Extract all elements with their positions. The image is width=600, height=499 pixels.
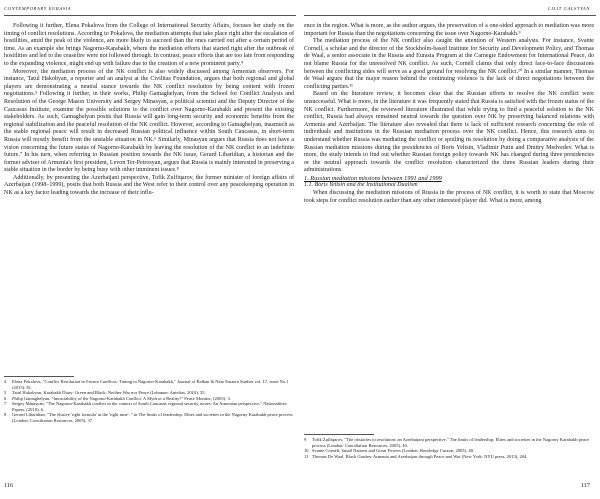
right-footnotes: [304, 437, 594, 459]
footnote-text: Svante Cornell, Small Nations and Great Powers (London: Routledge Curzon, 2005), 48.: [312, 448, 475, 453]
left-page-body: [4, 23, 294, 198]
subsection-heading: 1.1. Boris Yeltsin and the Institutional Dualism: [304, 182, 418, 189]
page-number-right: 117: [580, 482, 590, 489]
footnote-number: 10: [304, 448, 309, 453]
right-page-body: [304, 23, 594, 205]
body-paragraph: Additionally, by presenting the Azerbaijani perspective, Tofik Zulfiqarov, the former minister of foreign affairs of Azerbaijan (1998–1999), posits that both Russia and the West refer to their control over any peacekeeping operation in NK as a key factor leading towards the increase of their influ-: [4, 174, 294, 197]
header-rule-left: [4, 15, 296, 16]
footnote-number: 9: [304, 437, 307, 442]
left-footnotes: [4, 379, 294, 423]
footnote-rule-left: [4, 376, 74, 377]
footnote-number: 11: [304, 453, 309, 459]
body-paragraph: The mediation process of the NK conflict also caught the attention of Western analysts. For instance, Svante Cornell, a scholar and the director of the Stockholm-based Institute for Security and Development Policy, and Thomas de Waal, a senior associate in the Russia and Eurasia Program at the Carnegie Endowment for International Peace, do not blame Russia for the unresolved NK conflict. As such, Cornell claims that only direct face-to-face discussions between the conflicting sides will serve as a good ground for resolving the NK conflict.¹⁰ In a similar manner, Thomas de Waal argues that the major reason behind the continuing violence is the lack of direct negotiations between the conflicting parties.¹¹: [304, 38, 594, 90]
section-heading: [304, 175, 594, 183]
footnote: [4, 401, 294, 412]
running-header-left: CONTEMPORARY EURASIA: [4, 6, 72, 11]
footnote: [4, 379, 294, 390]
body-paragraph: Based on the literature review, it becomes clear that the Russian efforts to resolve the NK conflict were unsuccessful. What is more, in the literature it was frequently stated that Russia is satisfied with the frozen status of the NK conflict. Furthermore, the reviewed literature illustrated that while trying to find a peaceful solution to the NK conflict, Russia had always remained neutral towards the question over NK by preserving balanced relations with Armenia and Azerbaijan. The literature also revealed that there is lack of sufficient research concerning the role of individuals and institutions in the Russian mediation process over the NK conflict. Hence, this research aims to understand whether Russia was mediating the conflict or spoiling its resolution by doing a comparative analysis of the Russian mediation missions during the presidencies of Boris Yeltsin, Vladimir Putin and Dmitry Medvedev. What is more, the study intends to find out whether Russian foreign policy towards NK has changed during three presidencies or the neutral approach towards the conflict resolution characterized the three Russian leaders during their administrations.: [304, 91, 594, 174]
footnote: [304, 454, 594, 460]
footnote-number: 8: [4, 412, 7, 417]
body-paragraph: Moreover, the mediation process of the NK conflict is also widely discussed among Armenian observers. For instance, Tatul Hakobyan, a reporter and an analyst at the Civilitas Foundation, argues that both regional and global players are demonstrating a neutral stance towards the NK conflict resolution by being content with frozen negotiations.⁵ Following it further, in their works, Philip Gamaghelyan, from the School for Conflict Analysis and Resolution of the George Mason University and Sergey Minasyan, a political scientist and the Deputy Director of the Caucasus Institute, examine the possible solutions to the conflict over Nagorno-Karabakh and present the existing stakeholders. As such, Gamaghelyan posits that Russia will gain long-term security and economic benefits from the regional stabilization and the peaceful resolution of the NK conflict. However, according to Gamaghelyan, inasmuch as the stable regional peace will result in decreased Russian political influence within South Caucasus, in short-term Russia will mostly benefit from the unstable situation in NK.⁶ Similarly, Minasyan argues that Russia does not have a vision concerning the future status of Nagorno-Karabakh by leaving the resolution of the NK conflict to an indefinite future.⁷ In his turn, when referring to Russian position towards the NK issue, Gerard Libaridian, a historian and the former adviser of Armenia's first president, Levon Ter-Petrosyan, argues that Russia is mainly interested in preserving a stable situation in the border by being busy with other imminent issues.⁸: [4, 68, 294, 174]
running-header-right: LILIT GALSTYAN: [548, 6, 590, 11]
footnote: [4, 412, 294, 423]
footnote-text: Sergey Minasyan, "The Nagorno-Karabakh conflict in the context of South Caucasus regional security issues: An Armenian perspective," Nationalities Papers, (2010), 6.: [12, 401, 287, 412]
footnote-text: Tatul Hakobyan, Karabakh Diary: Green and Black: Neither War nor Peace (Lebanon: Antelias, 2010), 35.: [12, 390, 206, 395]
body-paragraph: When discussing the mediation missions of Russia in the process of NK conflict, it is worth to state that Moscow took steps for conflict resolution earlier than any other interested player did. What is more, among: [304, 190, 594, 204]
body-paragraph: ence in the region. What is more, as the author argues, the preservation of a one-sided approach to mediation was more important for Russia than the negotiations concerning the issue over Nagorno-Karabakh.⁹: [304, 23, 594, 37]
footnote-number: 5: [4, 390, 7, 395]
section-heading-text: 1. Russian mediation missions between 1991 and 1999: [304, 174, 442, 182]
footnote: [304, 437, 594, 448]
page-number-left: 116: [4, 482, 14, 489]
footnote-text: Elena Pokalova, "Conflict Resolution in Frozen Conflicts: Timing in Nagorno-Karabakh," Journal of Balkan & Near Eastern Studies vol. 17, issue No.1 (2015): 81.: [12, 379, 289, 390]
footnote-number: 4: [4, 379, 7, 384]
header-rule-right: [304, 15, 596, 16]
body-paragraph: Following it further, Elena Pokalova from the College of International Security Affairs, focuses her study on the timing of conflict resolutions. According to Pokalova, the mediation attempts that take place right after the escalation of hostilities, amid the peak of the violence, are more likely to succeed than the ones carried out after a certain period of time. As an example she brings Nagorno-Karabakh, where the mediation efforts that started right after the outbreak of hostilities and led to the ceasefire were not followed through. In contrast, peace efforts that are too late from responding to the expanding violence, might end up with failure due to the creation of a new prominent party.⁴: [4, 23, 294, 67]
footnote-number: 6: [4, 395, 7, 401]
footnote-number: 7: [4, 401, 7, 406]
footnote-rule-right: [304, 434, 374, 435]
footnote-text: Philip Gamaghelyan, "Intractability of the Nagorno-Karabakh Conflict: A Myth or a Reality?" Peace Monitor, (2005): 3.: [12, 395, 231, 401]
footnote-text: Gerard Libaridian, "The elusive 'right formula' at the 'right time': " in The limits of leadership: Elites and societies in the Nagorny Karabakh peace process (London: Conciliation Resources, 2005), 37.: [12, 412, 293, 423]
footnote-text: Thomas De Waal, Black Garden: Armenia and Azerbaijan through Peace and War (New York: NYU press, 2013), 204.: [312, 453, 528, 459]
footnote-text: Tofik Zulfiqarov, "The obstacles to resolution: an Azerbaijani perspective," The limits of leadership: Elites and societies in the Nagorny Karabakh peace process (London: Conciliation Resources, 2005), 40.: [312, 437, 590, 448]
